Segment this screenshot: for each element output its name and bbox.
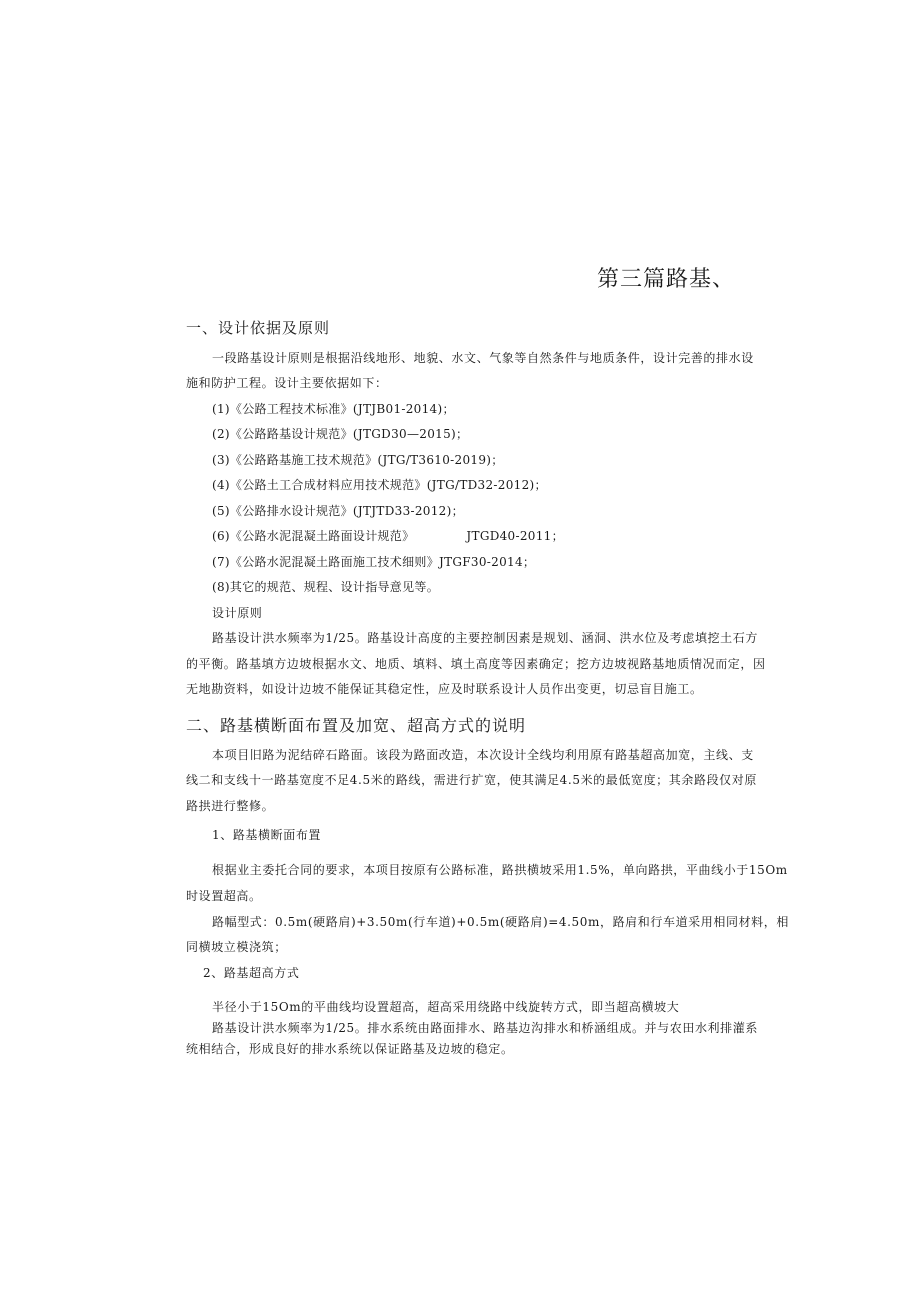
section1-heading: 一、设计依据及原则 [186,319,331,337]
reference-item-6-title: (6)《公路水泥混凝土路面设计规范》 [212,529,415,543]
principle-label: 设计原则 [212,606,263,620]
reference-item-8: (8)其它的规范、规程、设计指导意见等。 [212,580,439,594]
reference-item-4: (4)《公路土工合成材料应用技术规范》(JTG/TD32-2012)； [212,478,547,492]
principle-line3: 无地勘资料，如设计边坡不能保证其稳定性，应及时联系设计人员作出变更，切忌盲目施工。 [186,682,703,696]
subsection1-heading: 1、路基横断面布置 [212,828,322,842]
section2-heading: 二、路基横断面布置及加宽、超高方式的说明 [186,716,527,735]
subsection2-line2: 路基设计洪水频率为1/25。排水系统由路面排水、路基边沟排水和桥涵组成。并与农田水利排灌系 [212,1021,758,1035]
subsection2-line3: 统相结合，形成良好的排水系统以保证路基及边坡的稳定。 [186,1042,514,1056]
subsection1-line2: 时设置超高。 [186,889,262,903]
section2-para1-line2: 线二和支线十一路基宽度不足4.5米的路线，需进行扩宽，使其满足4.5米的最低宽度；其余路段仅对原 [186,773,757,787]
section2-para1-line3: 路拱进行整修。 [186,799,275,813]
reference-item-7: (7)《公路水泥混凝土路面施工技术细则》JTGF30-2014； [212,555,536,569]
reference-item-6 [212,527,564,544]
principle-line1: 路基设计洪水频率为1/25。路基设计高度的主要控制因素是规划、涵洞、洪水位及考虑填挖土石方 [212,631,758,645]
subsection1-line4: 同横坡立模浇筑； [186,940,287,954]
subsection2-heading: 2、路基超高方式 [203,966,300,980]
principle-line2: 的平衡。路基填方边坡根据水文、地质、填料、填土高度等因素确定；挖方边坡视路基地质情况而定，因 [186,657,766,671]
reference-item-1: (1)《公路工程技术标准》(JTJB01-2014)； [212,402,455,416]
section1-intro-line2: 施和防护工程。设计主要依据如下： [186,376,388,390]
reference-item-3: (3)《公路路基施工技术规范》(JTG/T3610-2019)； [212,453,504,467]
reference-item-5: (5)《公路排水设计规范》(JTJTD33-2012)； [212,504,464,518]
subsection1-line3: 路幅型式：0.5m(硬路肩)+3.50m(行车道)+0.5m(硬路肩)=4.50m，路肩和行车道采用相同材料，相 [212,915,789,929]
subsection1-line1: 根据业主委托合同的要求，本项目按原有公路标准，路拱横坡采用1.5%，单向路拱，平曲线小于15Om [212,863,788,877]
reference-item-2: (2)《公路路基设计规范》(JTGD30—2015)； [212,427,469,441]
subsection2-line1: 半径小于15Om的平曲线均设置超高，超高采用绕路中线旋转方式，即当超高横坡大 [212,1000,680,1014]
chapter-title: 第三篇路基、 [597,267,736,292]
reference-item-6-code: JTGD40-2011； [466,529,564,543]
section1-intro-line1: 一段路基设计原则是根据沿线地形、地貌、水文、气象等自然条件与地质条件，设计完善的排水设 [212,351,754,365]
section2-para1-line1: 本项目旧路为泥结碎石路面。该段为路面改造，本次设计全线均利用原有路基超高加宽，主线、支 [212,748,754,762]
